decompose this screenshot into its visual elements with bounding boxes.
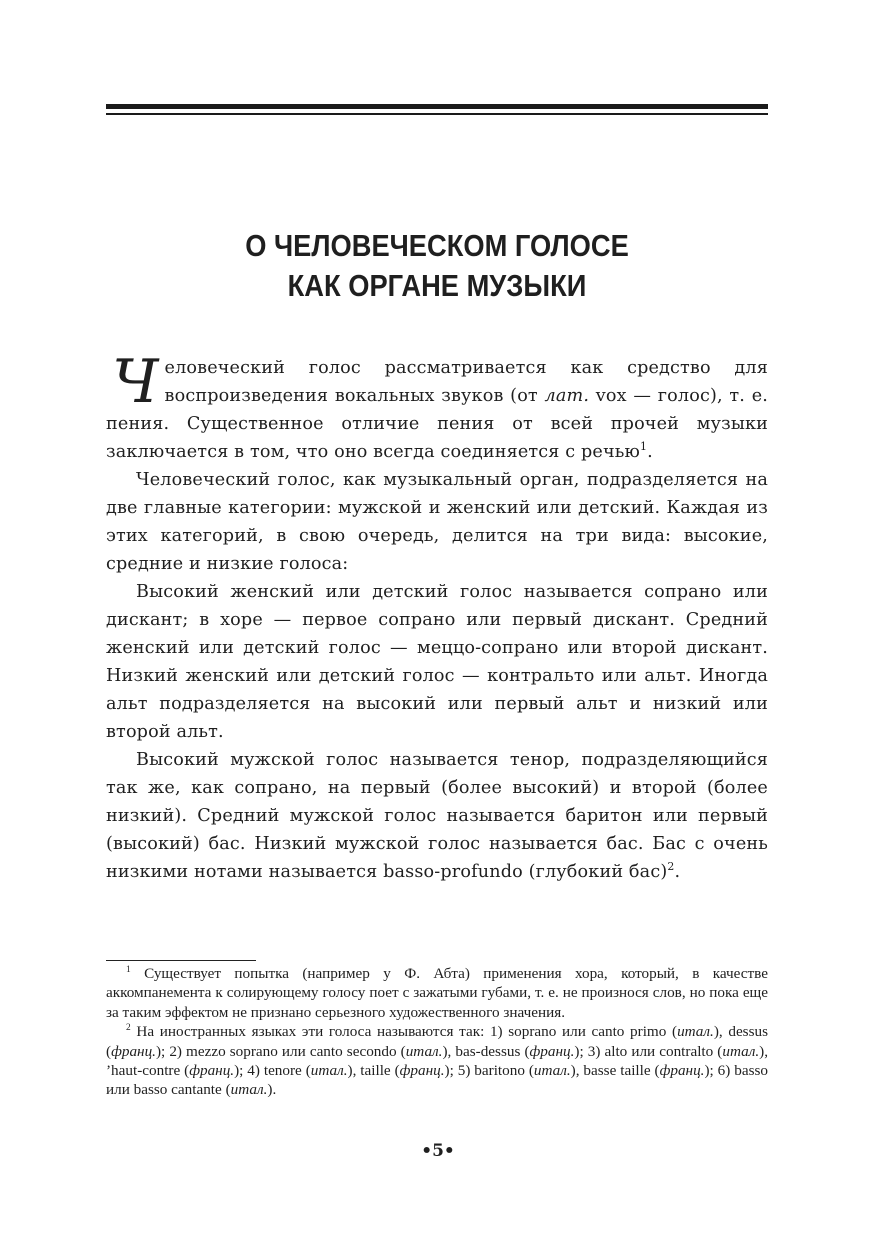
- footnotes: [106, 964, 768, 1100]
- footnote-2-lang: франц.: [111, 1042, 156, 1060]
- paragraph-4-text: Высокий мужской голос называется тенор, подразделяющийся так же, как сопрано, на первый (более высокий) и второй (более низкий). Средний мужской голос называется баритон или первый (высокий) бас. Низкий мужской голос называется бас. Бас с очень низкими нотами называется basso-profundo (глубокий бас): [106, 750, 768, 882]
- footnote-separator: [106, 960, 256, 961]
- footnote-2-number: 2: [126, 1023, 131, 1034]
- chapter-title-line-2: КАК ОРГАНЕ МУЗЫКИ: [287, 268, 587, 303]
- footnote-2-seg: ); 2) mezzo soprano или canto secondo (: [155, 1042, 406, 1060]
- footnote-1-number: 1: [126, 964, 131, 975]
- footnote-2-seg: ); 3) alto или contralto (: [574, 1042, 723, 1060]
- footnote-1-text: Существует попытка (например у Ф. Абта) применения хора, который, в качестве аккомпанемента к солирующему голосу поет с зажатыми губами, т. е. не произнося слов, но пока еще за таким эффектом не признано серьезного художественного значения.: [106, 965, 768, 1021]
- paragraph-1-end: .: [647, 442, 653, 462]
- footnote-2-seg: ), ’haut-contre (: [106, 1042, 768, 1080]
- footnote-2-lang: франц.: [659, 1062, 705, 1080]
- paragraph-1: [106, 347, 768, 466]
- chapter-title-line-1: О ЧЕЛОВЕЧЕСКОМ ГОЛОСЕ: [245, 228, 629, 263]
- footnote-2-lang: итал.: [230, 1081, 268, 1099]
- footnote-2-lang: итал.: [310, 1062, 348, 1080]
- footnote-2-seg: ); 6) basso или basso cantante (: [106, 1062, 768, 1099]
- paragraph-1-text-a: еловеческий голос рассматривается как средство для воспроизведения вокальных звуков (от: [164, 358, 768, 406]
- footnote-2-seg: ).: [267, 1081, 277, 1099]
- footnote-ref-1[interactable]: 1: [639, 440, 648, 454]
- footnote-2-seg: ), dessus (: [106, 1023, 769, 1060]
- footnote-2-seg: ); 4) tenore (: [234, 1062, 311, 1080]
- footnote-2-lang: франц.: [189, 1062, 235, 1080]
- footnote-2-lang: итал.: [405, 1042, 443, 1060]
- footnote-2-lang: франц.: [399, 1062, 445, 1080]
- paragraph-1-italic: лат.: [544, 386, 590, 406]
- footnote-2-lang: итал.: [533, 1062, 571, 1080]
- footnote-2-seg: ), bas-dessus (: [442, 1042, 530, 1060]
- paragraph-3: Высокий женский или детский голос называется сопрано или дискант; в хоре — первое сопрано или первый дискант. Средний женский или детский голос — меццо-сопрано или второй дискант. Низкий женский или детский голос — контральто или альт. Иногда альт подразделяется на высокий или первый альт и низкий или второй альт.: [106, 582, 768, 742]
- footnote-2-seg: ); 5) baritono (: [444, 1062, 534, 1080]
- chapter-title: [146, 226, 729, 306]
- footnote-2-lang: итал.: [677, 1023, 714, 1041]
- page-number: •5•: [421, 1141, 455, 1161]
- header-rule-thin: [106, 113, 768, 115]
- body-text: [106, 347, 768, 886]
- footnote-2: [106, 1022, 768, 1100]
- footnote-1: [106, 964, 768, 1022]
- header-rule-thick: [106, 104, 768, 109]
- footnote-2-seg: На иностранных языках эти голоса называются так: 1) soprano или canto primo (: [136, 1023, 678, 1041]
- footnote-2-seg: ), taille (: [347, 1062, 400, 1080]
- paragraph-2: Человеческий голос, как музыкальный орган, подразделяется на две главные категории: мужской и женский или детский. Каждая из этих категорий, в свою очередь, делится на три вида: высокие, средние и низкие голоса:: [106, 470, 768, 574]
- paragraph-4-end: .: [674, 862, 681, 882]
- footnote-ref-2[interactable]: 2: [667, 860, 675, 874]
- footnote-2-lang: итал.: [722, 1042, 760, 1060]
- footnote-2-lang: франц.: [529, 1042, 575, 1060]
- paragraph-1-text-b: vox — голос), т. е. пения. Существенное отличие пения от всей прочей музыки заключается в том, что оно всегда соединяется с речью: [106, 386, 768, 462]
- footnote-2-seg: ), basse taille (: [570, 1062, 660, 1080]
- paragraph-4: [106, 746, 768, 886]
- drop-cap: Ч: [112, 347, 159, 417]
